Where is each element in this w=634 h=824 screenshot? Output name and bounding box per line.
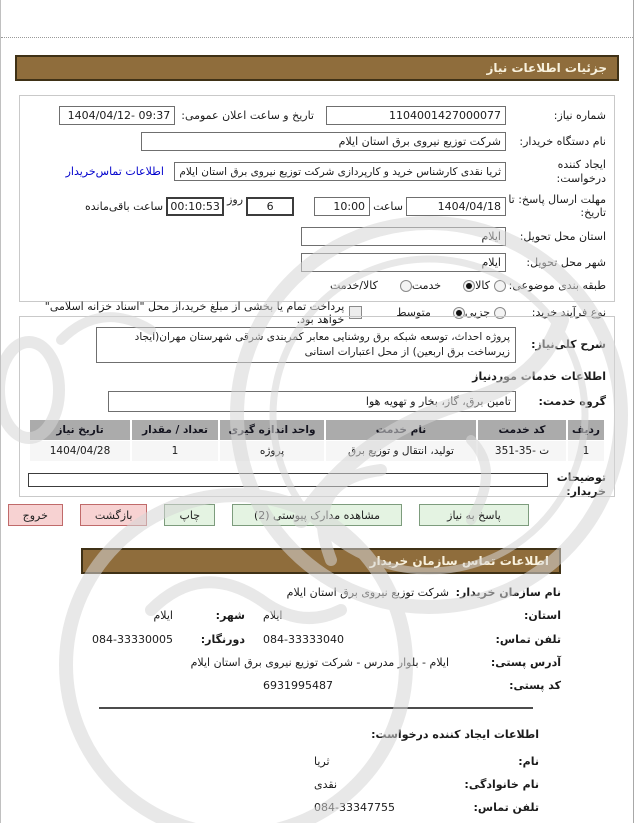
back-button[interactable]: بازگشت (80, 504, 148, 526)
process-medium-label: متوسط (396, 306, 431, 320)
delivery-city-value: ایلام (481, 256, 501, 269)
request-creator-row (28, 158, 606, 186)
cell-quantity: 1 (132, 441, 218, 461)
creator-last-name-label: نام خانوادگی: (464, 778, 539, 791)
need-number-row (28, 106, 606, 125)
purchase-process-label: نوع فرآیند خرید: (531, 305, 606, 319)
buyer-org-row (28, 132, 606, 151)
org-name-label: نام سازمان خریدار: (455, 586, 561, 599)
org-postal-row (41, 679, 561, 693)
deadline-time-value: 10:00 (333, 199, 366, 213)
col-header-service-code: کد خدمت (478, 420, 566, 440)
org-address-value: ایلام - بلوار مدرس - شرکت توزیع نیروی برق استان ایلام (190, 655, 449, 669)
org-name-value: شرکت توزیع نیروی برق استان ایلام (286, 586, 449, 599)
subject-category-label: طبقه بندی موضوعی: (508, 279, 606, 292)
request-creator-label: ایجاد کننده درخواست: (556, 158, 606, 185)
service-group-field[interactable] (108, 391, 516, 412)
deadline-date-field[interactable] (406, 197, 506, 216)
delivery-city-label: شهر محل تحویل: (526, 255, 606, 269)
subject-category-row (28, 279, 606, 293)
org-province-label: استان: (524, 609, 561, 623)
respond-to-need-button[interactable]: پاسخ به نیاز (419, 504, 529, 526)
remaining-days-value: 6 (266, 199, 274, 213)
col-header-measure-unit: واحد اندازه گیری (220, 420, 324, 440)
creator-first-name-value: ثریا (314, 755, 330, 768)
services-table (28, 419, 606, 462)
col-header-row-number: ردیف (568, 420, 604, 440)
org-province-city-row (41, 609, 561, 623)
org-city-value: ایلام (153, 609, 173, 623)
category-goods-service-radio[interactable] (400, 280, 412, 292)
need-info-panel (19, 95, 615, 326)
category-service-radio[interactable] (463, 280, 475, 292)
creator-last-name-value: نقدی (314, 778, 338, 791)
need-details-header-bar (15, 55, 619, 81)
category-goods-service-label: کالا/خدمت (330, 279, 378, 293)
deadline-hour-label: ساعت (373, 199, 403, 213)
org-name-row (41, 586, 561, 600)
category-goods-radio[interactable] (494, 280, 506, 292)
remaining-hours-field[interactable] (166, 197, 224, 216)
exit-button[interactable]: خروج (8, 504, 63, 526)
general-description-value: پروژه احداث، توسعه شبکه برق روشنایی معابر کمربندی شرقی شهرستان مهران(ایجاد زیرساخت برق اربعین) از محل اعتبارات استانی (134, 331, 510, 359)
org-phone-fax-row (41, 633, 561, 647)
creator-last-name-row (41, 778, 539, 791)
org-postal-value: 6931995487 (263, 679, 333, 693)
general-description-row (28, 327, 606, 363)
delivery-province-label: استان محل تحویل: (519, 229, 606, 243)
delivery-province-field[interactable] (301, 227, 506, 246)
creator-phone-label: تلفن تماس: (473, 801, 539, 814)
delivery-province-row (28, 227, 606, 246)
top-dotted-divider (1, 37, 633, 38)
delivery-province-value: ایلام (481, 230, 501, 243)
cell-measure-unit: پروژه (220, 441, 324, 461)
creator-first-name-label: نام: (518, 755, 539, 768)
delivery-city-field[interactable] (301, 253, 506, 272)
org-address-row (41, 656, 561, 670)
need-description-panel (19, 316, 615, 497)
view-attachments-button[interactable]: مشاهده مدارک پیوستی (2) (232, 504, 402, 526)
org-postal-label: کد پستی: (509, 679, 561, 693)
buyer-contact-link[interactable]: اطلاعات تماس‌خریدار (65, 165, 164, 179)
org-contact-header-bar (81, 548, 561, 574)
need-number-value: 1104001427000077 (389, 109, 501, 122)
need-details-header-title: جزئیات اطلاعات نیاز (486, 61, 607, 75)
buyer-notes-row (28, 471, 606, 497)
print-button[interactable]: چاپ (164, 504, 215, 526)
buyer-org-field[interactable] (141, 132, 506, 151)
cell-row-number: 1 (568, 441, 604, 461)
org-contact-header-title: اطلاعات تماس سازمان خریدار (369, 554, 549, 568)
services-table-header-row (30, 420, 604, 440)
treasury-bonds-label: پرداخت تمام یا بخشی از مبلغ خرید،از محل "اسناد خزانه اسلامی" خواهد بود. (44, 299, 345, 326)
buyer-org-label: نام دستگاه خریدار: (519, 134, 606, 148)
org-phone-value: 084-33333040 (263, 632, 344, 646)
creator-first-name-row (41, 755, 539, 768)
general-description-field[interactable] (96, 327, 516, 363)
deadline-time-field[interactable] (314, 197, 370, 216)
cell-need-date: 1404/04/28 (30, 441, 130, 461)
buyer-notes-label: توضیحات خریدار: (556, 471, 606, 498)
announce-datetime-field[interactable] (59, 106, 175, 125)
org-contact-block (41, 586, 561, 702)
general-description-label: شرح کلی‌نیاز: (531, 338, 606, 352)
col-header-need-date: تاریخ نیاز (30, 420, 130, 440)
request-creator-value: ثریا نقدی کارشناس خرید و کارپردازی شرکت توزیع نیروی برق استان ایلام (179, 165, 501, 178)
cell-service-code: 351-35- ت (478, 441, 566, 461)
request-creator-block (41, 728, 539, 824)
remaining-hours-label: ساعت باقی‌مانده (85, 199, 164, 213)
services-section-header: اطلاعات خدمات موردنیاز (472, 370, 606, 384)
remaining-hours-value: 00:10:53 (170, 199, 220, 213)
announce-datetime-value: 1404/04/12- 09:37 (67, 109, 171, 122)
announce-datetime-label: تاریخ و ساعت اعلان عمومی: (181, 109, 314, 122)
need-number-label: شماره نیاز: (553, 108, 606, 122)
buyer-org-value: شرکت توزیع نیروی برق استان ایلام (338, 135, 501, 148)
service-group-label: گروه خدمت: (538, 395, 606, 409)
service-group-row (28, 391, 606, 412)
col-header-quantity: تعداد / مقدار (132, 420, 218, 440)
service-group-value: تامین برق، گاز، بخار و تهویه هوا (365, 395, 511, 409)
buyer-notes-input[interactable] (28, 473, 548, 487)
action-buttons (8, 504, 529, 526)
deadline-date-value: 1404/04/18 (437, 199, 501, 213)
org-province-value: ایلام (263, 609, 283, 623)
remaining-days-field[interactable] (246, 197, 294, 216)
response-deadline-label: مهلت ارسال پاسخ: تا تاریخ: (508, 192, 606, 220)
creator-phone-row (41, 801, 539, 814)
process-minor-label: جزیی (464, 306, 490, 320)
org-fax-label: دورنگار: (200, 632, 245, 646)
org-phone-label: تلفن تماس: (495, 632, 561, 646)
delivery-city-row (28, 253, 606, 272)
creator-phone-value: 084-33347755 (314, 801, 395, 814)
org-address-label: آدرس پستی: (490, 655, 561, 669)
need-number-field[interactable] (326, 106, 506, 125)
service-table-row (30, 441, 604, 461)
request-creator-header: اطلاعات ایجاد کننده درخواست: (371, 728, 539, 741)
section-divider (99, 707, 533, 709)
remaining-days-label: روز (227, 192, 244, 206)
cell-service-name: تولید، انتقال و توزیع برق (326, 441, 476, 461)
org-city-label: شهر: (215, 609, 245, 623)
category-service-label: خدمت (411, 279, 442, 293)
col-header-service-name: نام خدمت (326, 420, 476, 440)
request-creator-field[interactable] (174, 162, 506, 181)
org-fax-value: 084-33330005 (92, 632, 173, 646)
category-goods-label: کالا (475, 279, 490, 293)
response-deadline-row (28, 193, 606, 221)
